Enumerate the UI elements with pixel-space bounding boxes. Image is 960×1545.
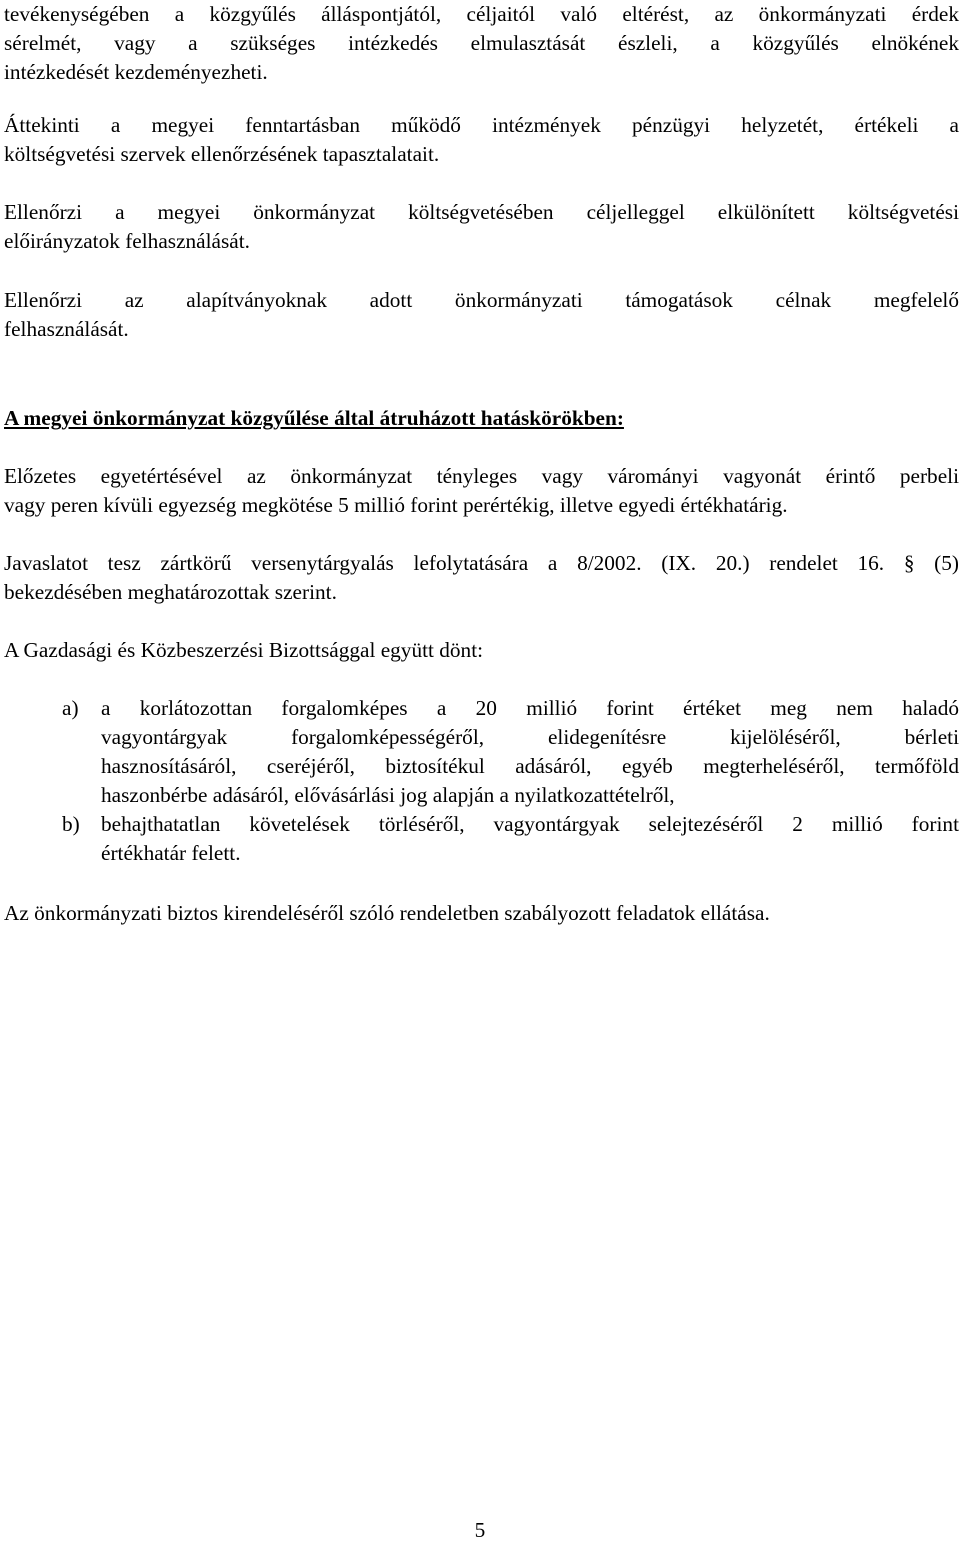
page-number: 5 xyxy=(474,1518,486,1542)
text-line: tevékenységében a közgyűlés álláspontjától, céljaitól való eltérést, az önkormányzati érdek xyxy=(4,2,959,26)
text-line: felhasználását. xyxy=(4,317,129,341)
list-marker: b) xyxy=(62,812,80,836)
section-heading: A megyei önkormányzat közgyűlése által átruházott hatáskörökben: xyxy=(4,406,624,430)
paragraph-tender-proposal xyxy=(4,549,959,607)
text-line: költségvetési szervek ellenőrzésének tapasztalatait. xyxy=(4,142,440,166)
paragraph-settlement xyxy=(4,462,959,520)
text-line: sérelmét, vagy a szükséges intézkedés elmulasztását észleli, a közgyűlés elnökének xyxy=(4,31,959,55)
text-line: Ellenőrzi a megyei önkormányzat költségvetésében céljelleggel elkülönített költségvetési xyxy=(4,200,959,224)
text-line: bekezdésében meghatározottak szerint. xyxy=(4,580,337,604)
text-line: intézkedését kezdeményezheti. xyxy=(4,60,268,84)
text-line: Áttekinti a megyei fenntartásban működő intézmények pénzügyi helyzetét, értékeli a xyxy=(4,113,959,137)
list-item xyxy=(62,694,959,810)
paragraph-intro xyxy=(4,0,959,87)
paragraph-foundations-control xyxy=(4,286,959,344)
text-line: haszonbérbe adásáról, elővásárlási jog alapján a nyilatkozattételről, xyxy=(101,783,675,807)
list-item xyxy=(62,810,959,868)
text-line: értékhatár felett. xyxy=(101,841,241,865)
paragraph-commissioner: Az önkormányzati biztos kirendeléséről szóló rendeletben szabályozott feladatok ellátása. xyxy=(4,901,770,925)
paragraph-institutions-review xyxy=(4,111,959,169)
text-line: előirányzatok felhasználását. xyxy=(4,229,250,253)
text-line: Javaslatot tesz zártkörű versenytárgyalás lefolytatására a 8/2002. (IX. 20.) rendelet 16. § (5) xyxy=(4,551,959,575)
text-line: behajthatatlan követelések törléséről, vagyontárgyak selejtezéséről 2 millió forint xyxy=(101,812,959,836)
text-line: vagyontárgyak forgalomképességéről, elidegenítésre kijelöléséről, bérleti xyxy=(101,725,959,749)
paragraph-budget-control xyxy=(4,198,959,256)
list-marker: a) xyxy=(62,696,79,720)
text-line: a korlátozottan forgalomképes a 20 millió forint értéket meg nem haladó xyxy=(101,696,959,720)
text-line: Előzetes egyetértésével az önkormányzat tényleges vagy várományi vagyonát érintő perbeli xyxy=(4,464,959,488)
text-line: Ellenőrzi az alapítványoknak adott önkormányzati támogatások célnak megfelelő xyxy=(4,288,959,312)
paragraph-committee-decision: A Gazdasági és Közbeszerzési Bizottsággal együtt dönt: xyxy=(4,638,484,662)
text-line: vagy peren kívüli egyezség megkötése 5 millió forint perértékig, illetve egyedi értékhatárig. xyxy=(4,493,788,517)
decision-list xyxy=(62,694,959,868)
text-line: hasznosításáról, cseréjéről, biztosítékul adásáról, egyéb megterheléséről, termőföld xyxy=(101,754,959,778)
